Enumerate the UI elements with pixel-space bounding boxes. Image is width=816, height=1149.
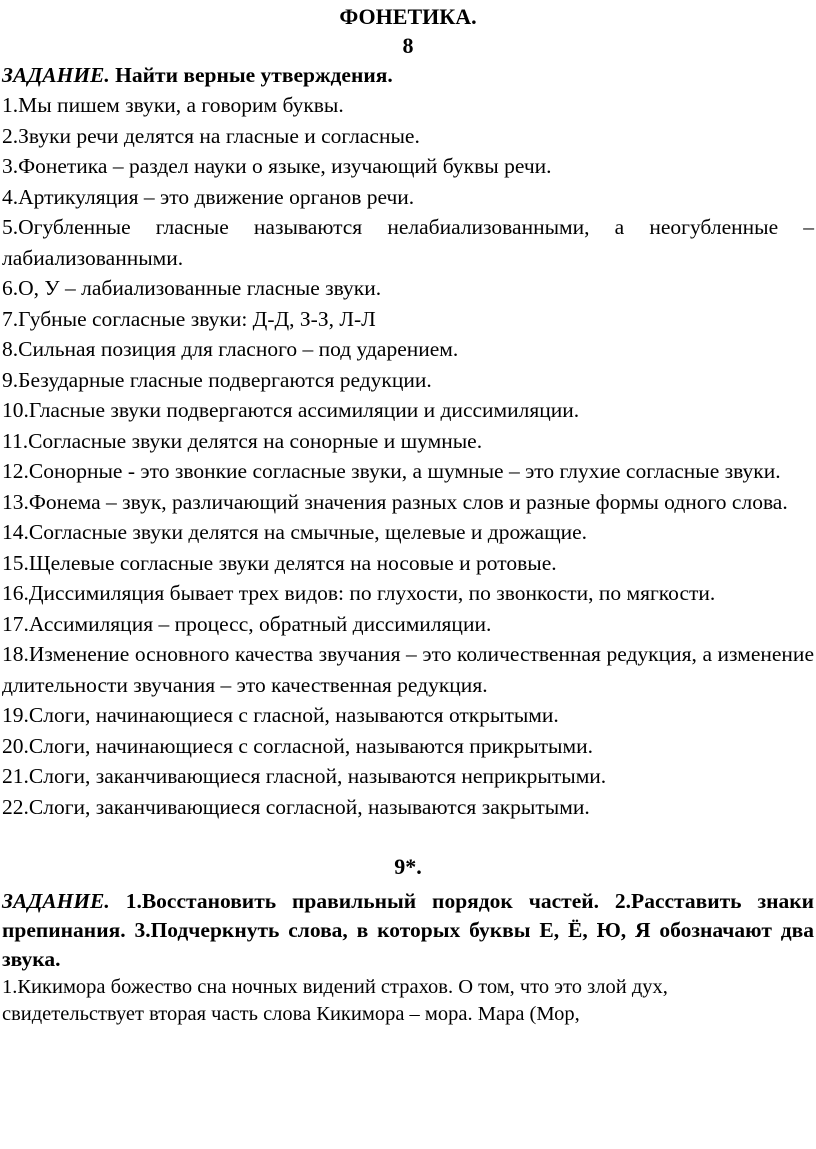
statement-item: 19.Слоги, начинающиеся с гласной, называются открытыми. (2, 703, 559, 727)
section2-number: 9*. (394, 854, 422, 879)
statement-item: 11.Согласные звуки делятся на сонорные и шумные. (2, 428, 483, 453)
statement-item: 13.Фонема – звук, различающий значения разных слов и разные формы одного слова. (2, 489, 788, 514)
statement-item: 2.Звуки речи делятся на гласные и согласные. (2, 123, 420, 148)
statement-item: 3.Фонетика – раздел науки о языке, изучающий буквы речи. (2, 154, 552, 178)
statement-item: 10.Гласные звуки подвергаются ассимиляции и диссимиляции. (2, 398, 580, 422)
task2-label: ЗАДАНИЕ. (2, 889, 110, 913)
statement-item: 4.Артикуляция – это движение органов речи. (2, 184, 415, 209)
task2-instruction: 1.Восстановить правильный порядок частей. 2.Расставить знаки препинания. 3.Подчеркнуть слова, в которых буквы Е, Ё, Ю, Я обозначают два звука. (2, 889, 815, 971)
task2-heading (2, 887, 814, 974)
statement-item: 5.Огубленные гласные называются нелабиализованными, а неогубленные – лабиализованными. (2, 215, 814, 270)
statement-item: 21.Слоги, заканчивающиеся гласной, называются неприкрытыми. (2, 764, 607, 788)
statement-item: 8.Сильная позиция для гласного – под ударением. (2, 337, 459, 361)
statement-item: 14.Согласные звуки делятся на смычные, щелевые и дрожащие. (2, 520, 588, 544)
statement-item: 12.Сонорные - это звонкие согласные звуки, а шумные – это глухие согласные звуки. (2, 459, 781, 483)
statement-item: 17.Ассимиляция – процесс, обратный диссимиляции. (2, 611, 492, 636)
exercise-text-line: свидетельствует вторая часть слова Кикимора – мора. Мара (Мор, (2, 1003, 580, 1025)
page-title: ФОНЕТИКА. (339, 4, 477, 29)
task-instruction: Найти верные утверждения. (115, 63, 393, 87)
task-label: ЗАДАНИЕ. (2, 63, 110, 87)
statement-item: 6.О, У – лабиализованные гласные звуки. (2, 276, 382, 300)
statement-item: 9.Безударные гласные подвергаются редукции. (2, 367, 432, 392)
statement-item: 1.Мы пишем звуки, а говорим буквы. (2, 93, 344, 117)
statement-item: 18.Изменение основного качества звучания – это количественная редукция, а изменение длительности звучания – это качественная редукция. (2, 642, 814, 697)
section-spacer (2, 822, 814, 852)
section-number: 8 (402, 33, 414, 58)
statement-item: 15.Щелевые согласные звуки делятся на носовые и ротовые. (2, 550, 557, 575)
exercise-text-line: 1.Кикимора божество сна ночных видений страхов. О том, что это злой дух, (2, 976, 668, 998)
statement-item: 16.Диссимиляция бывает трех видов: по глухости, по звонкости, по мягкости. (2, 581, 716, 605)
statement-item: 20.Слоги, начинающиеся с согласной, называются прикрытыми. (2, 733, 593, 758)
task-heading (2, 60, 814, 90)
statement-item: 7.Губные согласные звуки: Д-Д, З-З, Л-Л (2, 306, 376, 331)
statement-item: 22.Слоги, заканчивающиеся согласной, называются закрытыми. (2, 794, 590, 819)
statement-list (2, 90, 814, 822)
